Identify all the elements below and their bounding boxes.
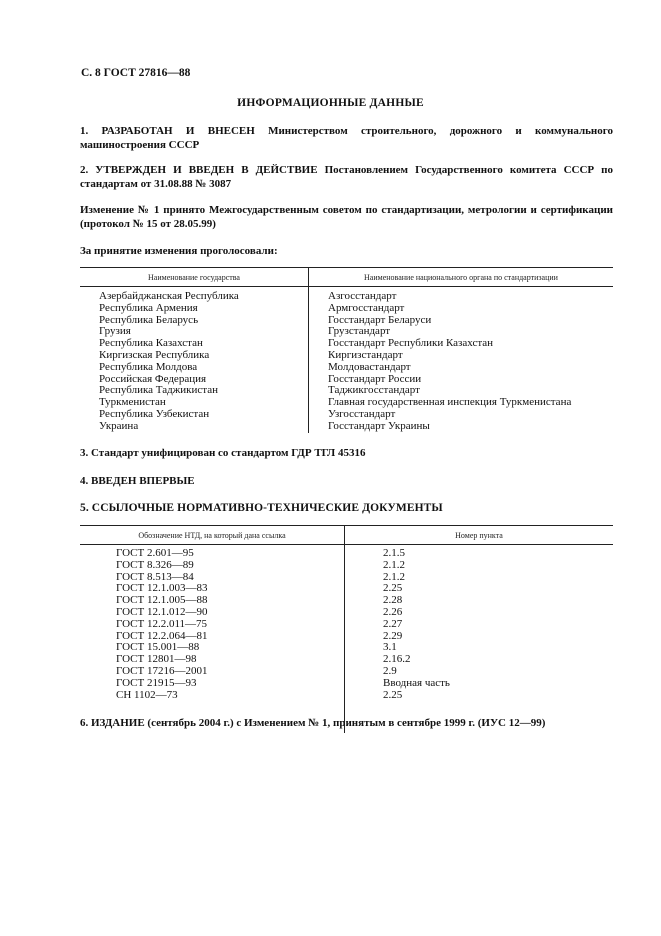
- standards-body-cell: Таджикгосстандарт: [328, 384, 420, 397]
- item-2-text: Постановлением Государственного комитета СССР по стандартам от 31.08.88 № 3087: [80, 164, 614, 190]
- doc-designation-cell: ГОСТ 12801—98: [116, 653, 197, 666]
- clause-number-cell: 2.16.2: [383, 653, 411, 666]
- item-4: 4. ВВЕДЕН ВПЕРВЫЕ: [80, 475, 195, 487]
- country-cell: Азербайджанская Республика: [99, 290, 239, 302]
- votes-table-header-rule: [80, 286, 613, 287]
- refs-table-header-rule: [80, 544, 613, 545]
- standards-body-cell: Госстандарт Украины: [328, 419, 430, 432]
- item-1-number: 1.: [80, 125, 89, 137]
- doc-designation-cell: СН 1102—73: [116, 688, 178, 701]
- standards-body-cell: Молдовастандарт: [328, 360, 411, 373]
- doc-designation-cell: ГОСТ 12.1.003—83: [116, 582, 208, 595]
- page-header: С. 8 ГОСТ 27816—88: [81, 67, 191, 79]
- country-cell: Республика Узбекистан: [99, 407, 210, 420]
- standards-body-cell: Киргизстандарт: [328, 348, 403, 361]
- country-cell: Республика Молдова: [99, 360, 198, 373]
- country-cell: Российская Федерация: [99, 372, 207, 385]
- standards-body-cell: Грузстандарт: [328, 325, 391, 338]
- item-3: 3. Стандарт унифицирован со стандартом ГДР ТГЛ 45316: [80, 447, 366, 459]
- item-1: [80, 124, 613, 152]
- standards-body-cell: Главная государственная инспекция Туркменистана: [328, 396, 572, 409]
- item-2-lead: УТВЕРЖДЕН И ВВЕДЕН В ДЕЙСТВИЕ: [95, 164, 318, 176]
- standards-body-cell: Армгосстандарт: [328, 301, 405, 314]
- country-cell: Киргизская Республика: [99, 348, 210, 361]
- clause-number-cell: 2.1.2: [383, 558, 405, 571]
- voted-heading: За принятие изменения проголосовали:: [80, 245, 278, 257]
- country-cell: Украина: [99, 419, 139, 432]
- doc-designation-cell: ГОСТ 2.601—95: [116, 547, 194, 559]
- clause-number-cell: 2.1.5: [383, 547, 405, 559]
- doc-designation-cell: ГОСТ 21915—93: [116, 676, 197, 689]
- clause-number-cell: 2.25: [383, 688, 403, 701]
- section-title: ИНФОРМАЦИОННЫЕ ДАННЫЕ: [237, 97, 424, 109]
- votes-header-country: Наименование государства: [148, 273, 240, 282]
- votes-body-list: [328, 291, 571, 433]
- country-cell: Республика Армения: [99, 301, 198, 314]
- doc-designation-cell: ГОСТ 12.1.012—90: [116, 605, 208, 618]
- country-cell: Туркменистан: [99, 396, 166, 409]
- item-6: 6. ИЗДАНИЕ (сентябрь 2004 г.) с Изменением № 1, принятым в сентябре 1999 г. (ИУС 12—99): [80, 717, 546, 729]
- standards-body-cell: Узгосстандарт: [328, 407, 396, 420]
- refs-table-top-rule: [80, 525, 613, 526]
- country-cell: Республика Казахстан: [99, 337, 203, 350]
- change-note: Изменение № 1 принято Межгосударственным советом по стандартизации, метрологии и сертификации (протокол № 15 от 28.05.99): [80, 204, 613, 230]
- doc-designation-cell: ГОСТ 12.1.005—88: [116, 594, 208, 607]
- item-2: [80, 163, 613, 191]
- clause-number-cell: Вводная часть: [383, 676, 450, 689]
- doc-designation-cell: ГОСТ 17216—2001: [116, 664, 208, 677]
- doc-designation-cell: ГОСТ 15.001—88: [116, 641, 200, 654]
- standards-body-cell: Азгосстандарт: [328, 290, 397, 302]
- clause-number-cell: 2.1.2: [383, 570, 405, 583]
- item-2-number: 2.: [80, 164, 89, 176]
- clause-number-cell: 2.9: [383, 664, 397, 677]
- doc-designation-cell: ГОСТ 12.2.011—75: [116, 617, 208, 630]
- refs-table-divider: [344, 525, 345, 733]
- country-cell: Республика Таджикистан: [99, 384, 218, 397]
- refs-doc-list: [116, 548, 207, 701]
- country-cell: Республика Беларусь: [99, 313, 199, 326]
- votes-country-list: [99, 291, 239, 433]
- item-1-text: Министерством строительного, дорожного и коммунального машиностроения СССР: [80, 125, 613, 151]
- item-5: 5. ССЫЛОЧНЫЕ НОРМАТИВНО-ТЕХНИЧЕСКИЕ ДОКУМЕНТЫ: [80, 502, 443, 514]
- clause-number-cell: 2.29: [383, 629, 403, 642]
- doc-designation-cell: ГОСТ 12.2.064—81: [116, 629, 208, 642]
- votes-table-top-rule: [80, 267, 613, 268]
- refs-header-doc: Обозначение НТД, на который дана ссылка: [138, 531, 286, 540]
- standards-body-cell: Госстандарт России: [328, 372, 422, 385]
- standards-body-cell: Госстандарт Беларуси: [328, 313, 432, 326]
- clause-number-cell: 2.25: [383, 582, 403, 595]
- clause-number-cell: 2.27: [383, 617, 403, 630]
- clause-number-cell: 3.1: [383, 641, 397, 654]
- item-1-lead: РАЗРАБОТАН И ВНЕСЕН: [101, 125, 255, 137]
- refs-clause-list: [383, 548, 450, 701]
- votes-table-divider: [308, 267, 309, 433]
- doc-designation-cell: ГОСТ 8.326—89: [116, 558, 194, 571]
- country-cell: Грузия: [99, 325, 131, 338]
- clause-number-cell: 2.28: [383, 594, 403, 607]
- clause-number-cell: 2.26: [383, 605, 403, 618]
- votes-header-body: Наименование национального органа по стандартизации: [364, 273, 558, 282]
- standards-body-cell: Госстандарт Республики Казахстан: [328, 337, 494, 350]
- doc-designation-cell: ГОСТ 8.513—84: [116, 570, 194, 583]
- refs-header-clause: Номер пункта: [455, 531, 503, 540]
